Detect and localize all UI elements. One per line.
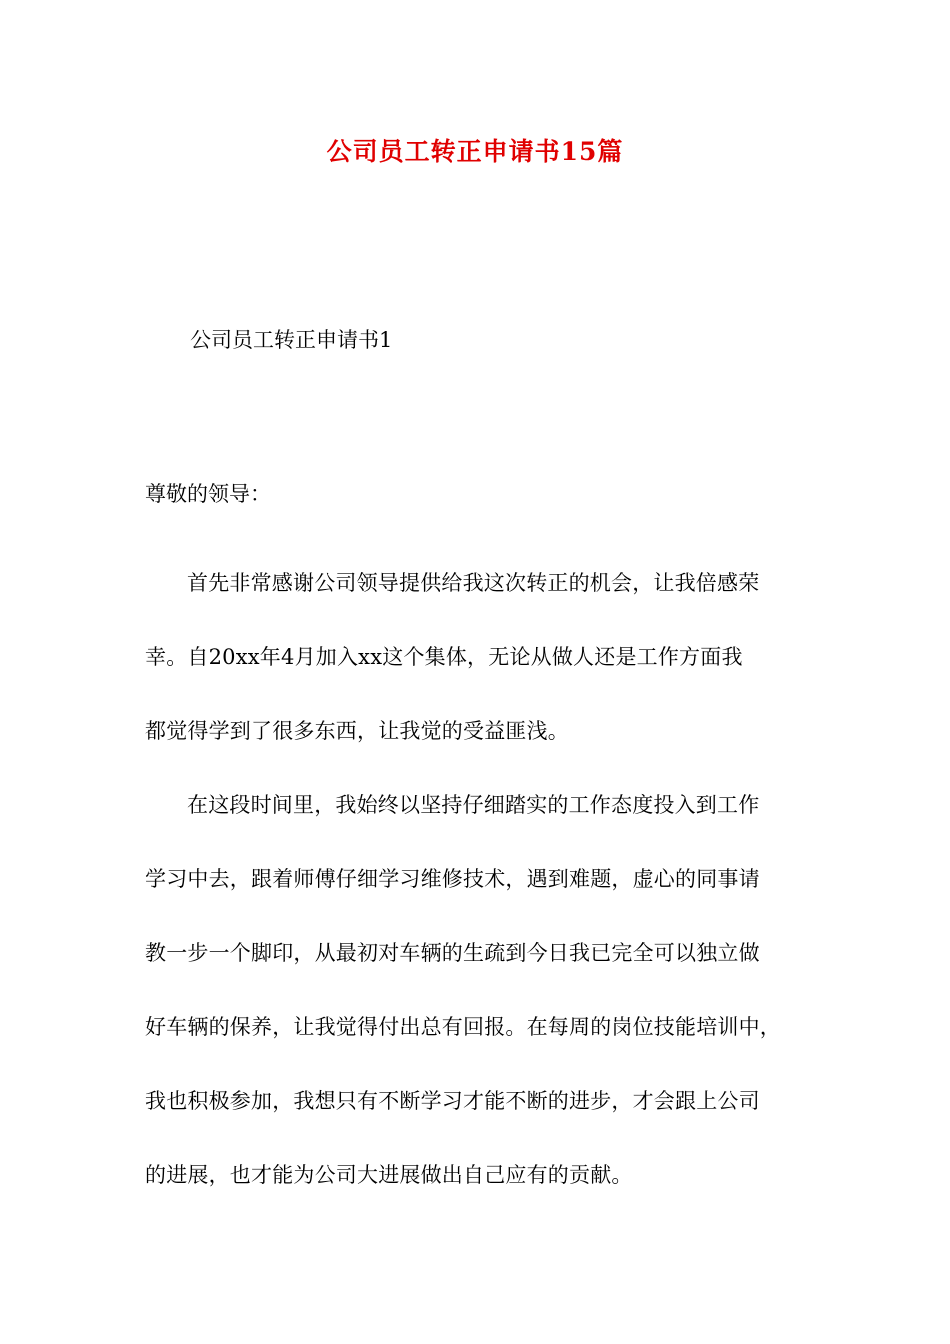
paragraph-line: 首先非常感谢公司领导提供给我这次转正的机会，让我倍感荣 (187, 571, 760, 595)
salutation: 尊敬的领导： (145, 482, 271, 506)
paragraph-2 (145, 768, 823, 1212)
paragraph-line: 的进展，也才能为公司大进展做出自己应有的贡献。 (145, 1163, 633, 1187)
paragraph-line: 都觉得学到了很多东西，让我觉的受益匪浅。 (145, 719, 569, 743)
section-heading: 公司员工转正申请书1 (190, 328, 393, 352)
paragraph-line: 好车辆的保养，让我觉得付出总有回报。在每周的岗位技能培训中， (145, 1015, 781, 1039)
paragraph-line: 我也积极参加，我想只有不断学习才能不断的进步，才会跟上公司 (145, 1089, 760, 1113)
paragraph-line: 幸。自20xx年4月加入xx这个集体，无论从做人还是工作方面我 (145, 645, 743, 669)
paragraph-line: 在这段时间里，我始终以坚持仔细踏实的工作态度投入到工作 (187, 793, 760, 817)
paragraph-line: 教一步一个脚印，从最初对车辆的生疏到今日我已完全可以独立做 (145, 941, 760, 965)
document-title: 公司员工转正申请书15篇 (326, 137, 624, 166)
paragraph-1 (145, 546, 823, 768)
paragraph-line: 学习中去，跟着师傅仔细学习维修技术，遇到难题，虚心的同事请 (145, 867, 760, 891)
letter-body (145, 546, 823, 1212)
